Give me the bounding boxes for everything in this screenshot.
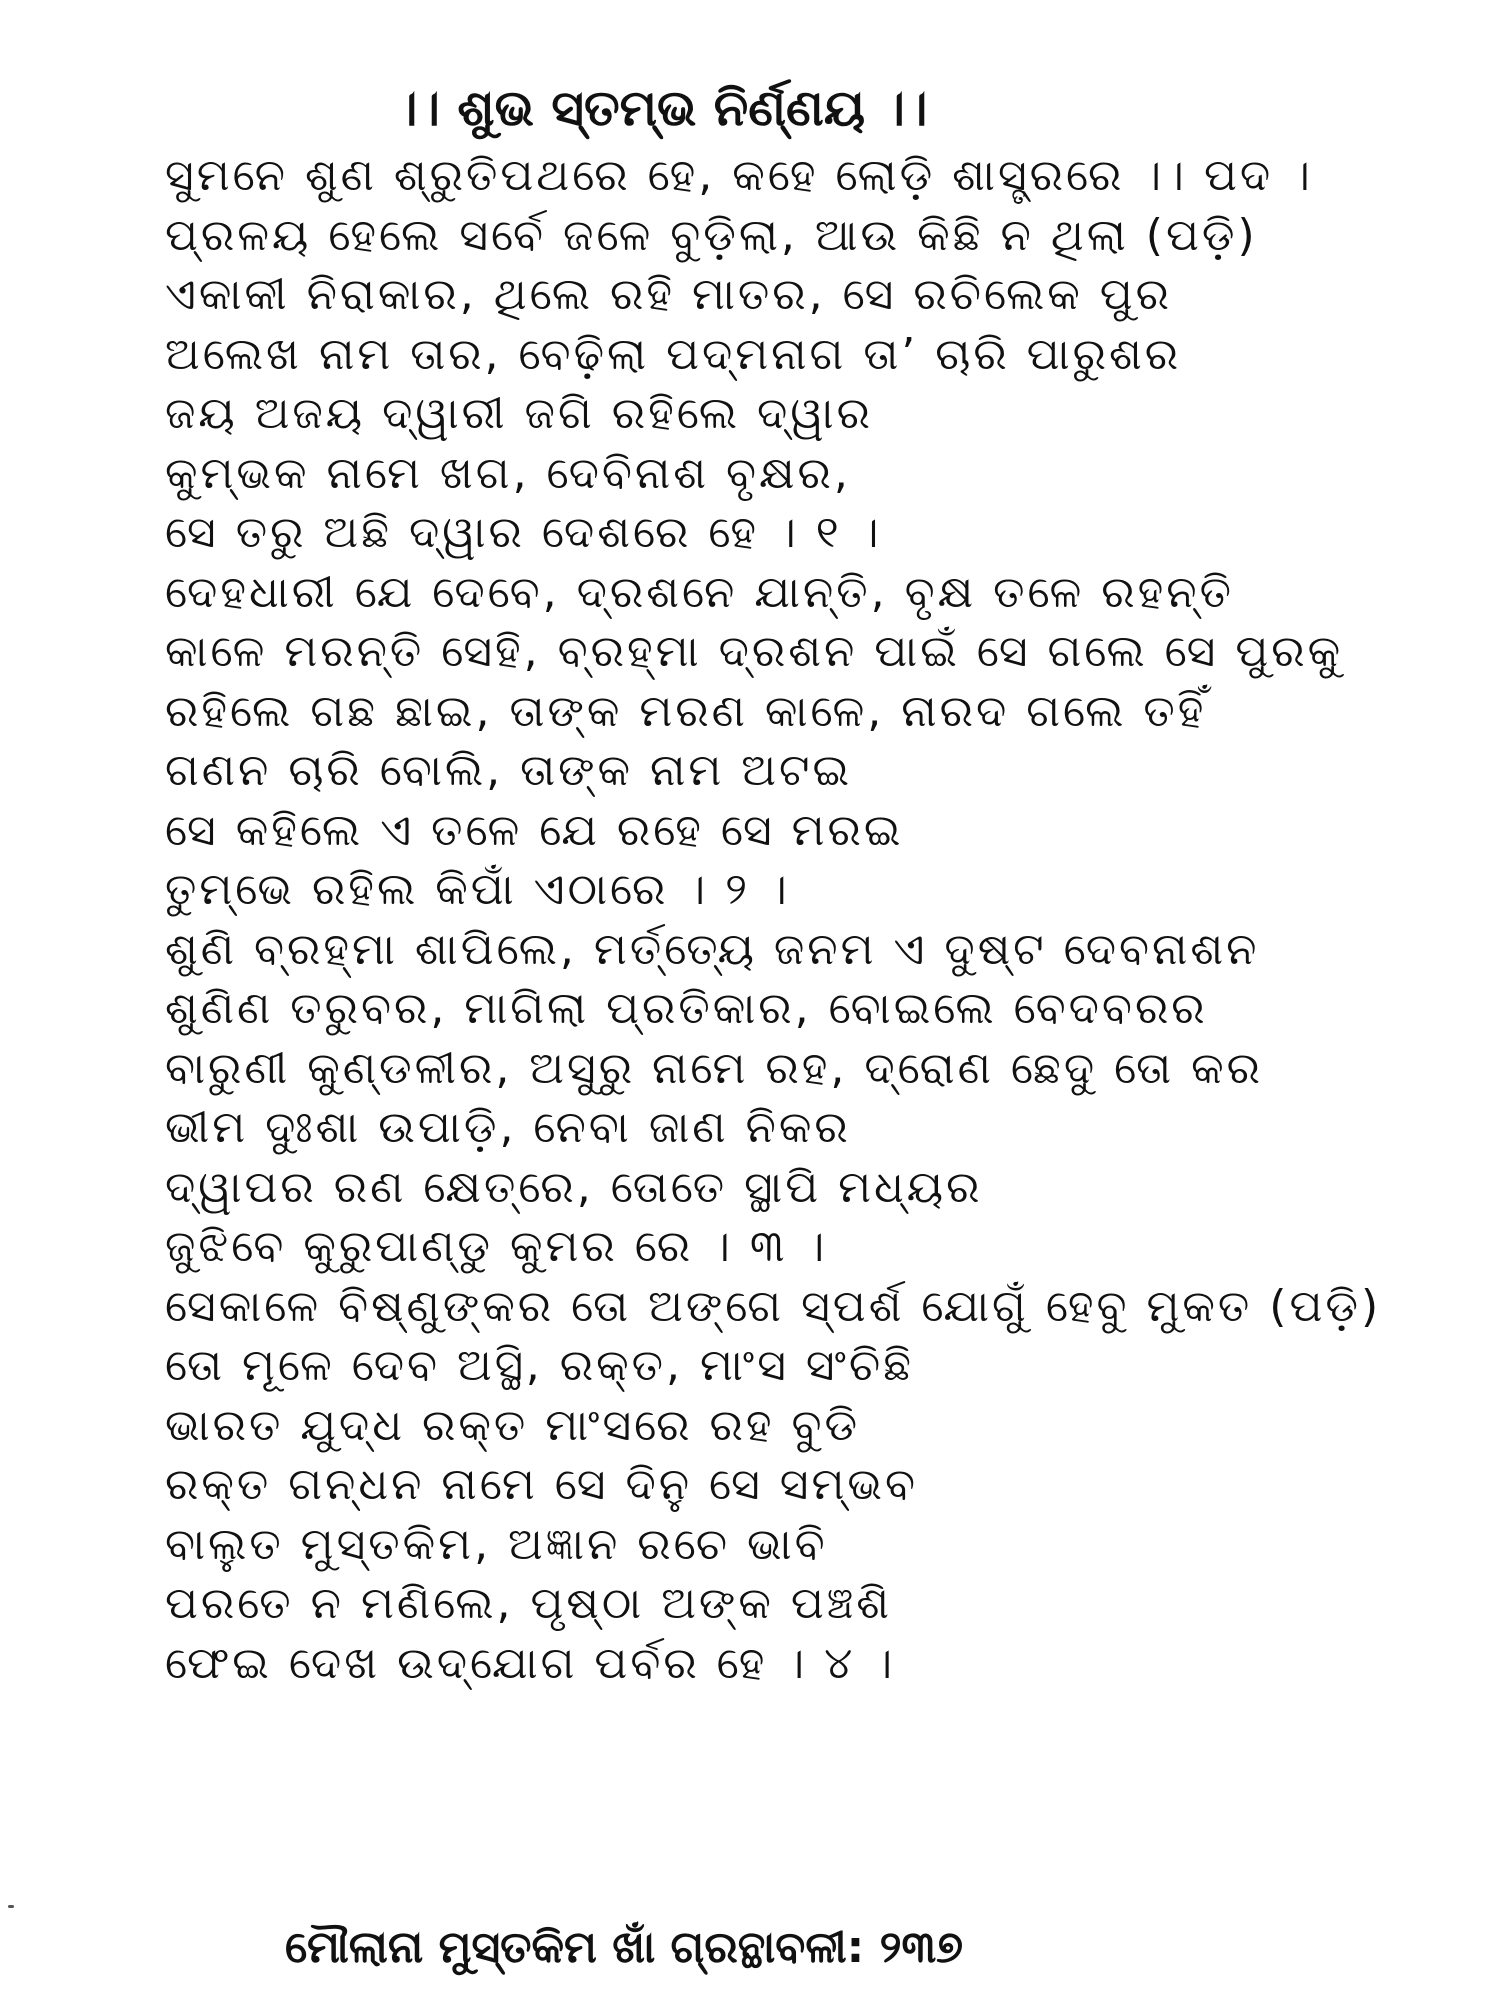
poem-line: ଭୀମ ଦୁଃଶା ଉପାଡ଼ି, ନେବା ଜାଣ ନିକର [165, 1102, 851, 1153]
poem-line: କାଳେ ମରନ୍ତି ସେହି, ବ୍ରହ୍ମା ଦ୍ରଶନ ପାଇଁ ସେ ଗଲେ ସେ ପୁରକୁ [165, 626, 1344, 677]
poem-body [165, 146, 1455, 1693]
poem-line: ଜୁଝିବେ କୁରୁପାଣ୍ଡୁ କୁମର ରେ । ୩ । [165, 1221, 828, 1272]
poem-line: ସୁମନେ ଶୁଣ ଶ୍ରୁତିପଥରେ ହେ, କହେ ଲୋଡ଼ି ଶାସ୍ତ୍ରରେ ।। ପଦ । [165, 150, 1313, 201]
print-speck [8, 1905, 14, 1908]
poem-line: ସେ କହିଲେ ଏ ତଳେ ଯେ ରହେ ସେ ମରଇ [165, 804, 904, 856]
poem-line: ଅଲେଖ ନାମ ତାର, ବେଢ଼ିଲା ପଦ୍ମନାଗ ତା’ ଚାରି ପାରୁଶର [165, 328, 1182, 380]
poem-line: ତୋ ମୂଳେ ଦେବ ଅସ୍ଥି, ରକ୍ତ, ମାଂସ ସଂଚିଛି [165, 1340, 915, 1391]
poem-line: ଭାରତ ଯୁଦ୍ଧ ରକ୍ତ ମାଂସରେ ରହ ବୁଡି [165, 1399, 861, 1451]
poem-line: ଏକାକୀ ନିରାକାର, ଥିଲେ ରହି ମାତର, ସେ ରଚିଲେକ ପୁର [165, 269, 1173, 320]
page-title: ।। ଶୁଭ ସ୍ତମ୍ଭ ନିର୍ଣ୍ଣୟ ।। [395, 79, 928, 137]
poem-line: ଶୁଣି ବ୍ରହ୍ମା ଶାପିଲେ, ମର୍ତ୍ତ୍ୟେ ଜନମ ଏ ଦୁଷ୍ଟ ଦେବନାଶନ [165, 923, 1260, 975]
poem-line: ବାରୁଣୀ କୁଣ୍ଡଳୀର, ଅସୁରୁ ନାମେ ରହ, ଦ୍ରୋଣ ଛେଦୁ ତୋ କର [165, 1042, 1263, 1094]
poem-line: ବାଲୁତ ମୁସ୍ତକିମ, ଅଜ୍ଞାନ ରଚେ ଭାବି [165, 1518, 828, 1570]
poem-line: କୁମ୍ଭକ ନାମେ ଖଗ, ଦେବିନାଶ ବୃକ୍ଷର, [165, 447, 851, 499]
poem-line: ଦ୍ୱାପର ରଣ କ୍ଷେତ୍ରେ, ତୋତେ ସ୍ଥାପି ମଧ୍ୟର [165, 1161, 983, 1213]
poem-line: ଜୟ ଅଜୟ ଦ୍ୱାରୀ ଜଗି ରହିଲେ ଦ୍ୱାର [165, 388, 873, 439]
poem-line: ଫେଇ ଦେଖ ଉଦ୍‌ଯୋଗ ପର୍ବର ହେ । ୪ । [165, 1637, 896, 1689]
poem-line: ଗଣନ ଚାରି ବୋଲି, ତାଙ୍କ ନାମ ଅଟଇ [165, 745, 853, 796]
poem-line: ସେ ତରୁ ଅଛି ଦ୍ୱାର ଦେଶରେ ହେ । ୧ । [165, 507, 882, 558]
poem-line: ପ୍ରଳୟ ହେଲେ ସର୍ବେ ଜଳେ ବୁଡ଼ିଲା, ଆଉ କିଛି ନ ଥିଲା (ପଡ଼ି) [165, 209, 1258, 261]
page-footer: ମୌଲାନା ମୁସ୍ତକିମ ଖାଁ ଗ୍ରନ୍ଥାବଳୀ: ୨୩୭ [285, 1922, 964, 1973]
poem-line: ପରତେ ନ ମଣିଲେ, ପୃଷ୍ଠା ଅଙ୍କ ପଞ୍ଚଶି [165, 1578, 893, 1629]
poem-line: ରକ୍ତ ଗନ୍ଧନ ନାମେ ସେ ଦିନୁ ସେ ସମ୍ଭବ [165, 1459, 918, 1510]
poem-line: ଦେହଧାରୀ ଯେ ଦେବେ, ଦ୍ରଶନେ ଯାନ୍ତି, ବୃକ୍ଷ ତଳେ ରହନ୍ତି [165, 566, 1234, 618]
poem-line: ରହିଲେ ଗଛ ଛାଇ, ତାଙ୍କ ମରଣ କାଳେ, ନାରଦ ଗଲେ ତହିଁ [165, 685, 1207, 737]
poem-line: ସେକାଳେ ବିଷ୍ଣୁଙ୍କର ତୋ ଅଙ୍ଗେ ସ୍ପର୍ଶ ଯୋଗୁଁ ହେବୁ ମୁକତ (ପଡ଼ି) [165, 1280, 1382, 1332]
poem-line: ତୁମ୍ଭେ ରହିଲ କିପାଁ ଏଠାରେ । ୨ । [165, 864, 790, 915]
poem-line: ଶୁଣିଣ ତରୁବର, ମାଗିଲା ପ୍ରତିକାର, ବୋଇଲେ ବେଦବରର [165, 983, 1208, 1034]
